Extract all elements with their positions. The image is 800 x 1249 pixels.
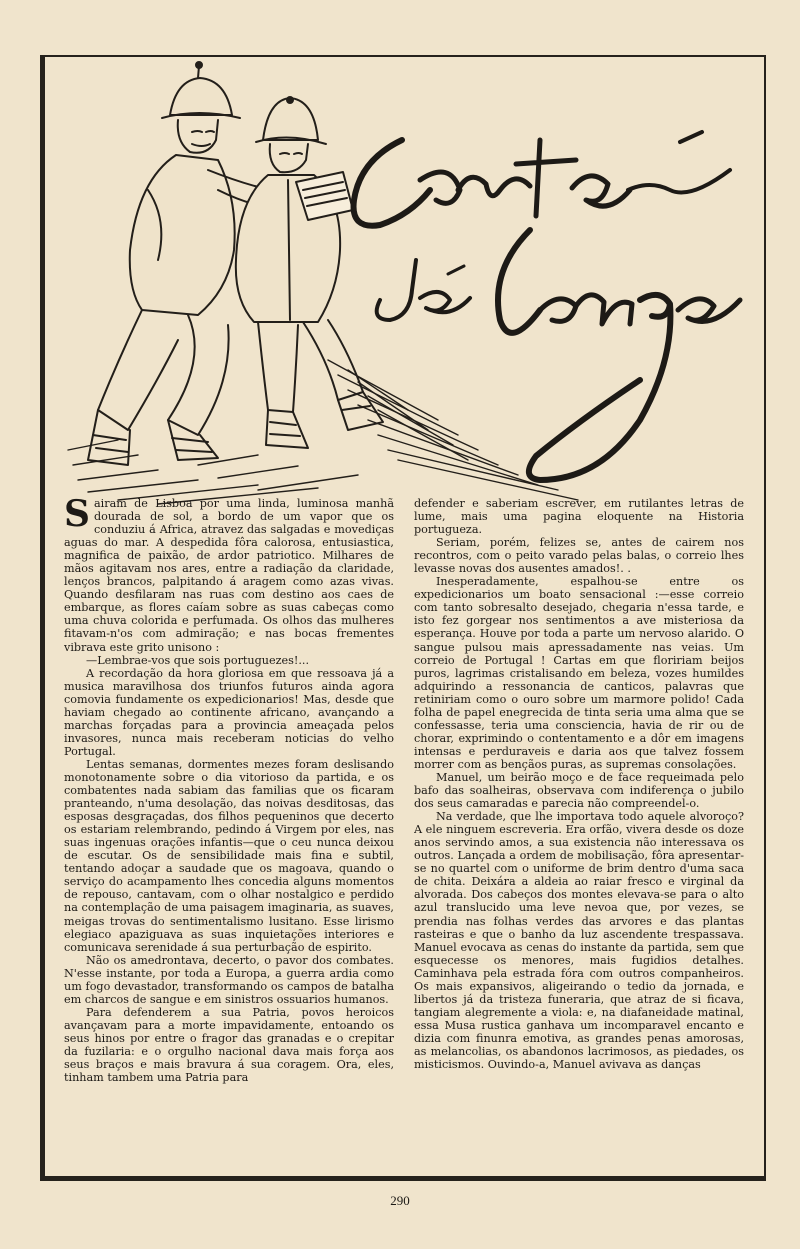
left-column <box>64 497 394 1175</box>
paragraph: A recordação da hora gloriosa em que ressoava já a musica maravilhosa dos triunfos futuros ainda agora comovia fundamente os expedicionarios! Mas, desde que haviam chegado ao continente africano, avançando a marchas forçadas para a provincia ameaçada pelos invasores, nunca mais receberam noticias do velho Portugal. <box>64 666 394 758</box>
title-calligraphy <box>340 120 750 490</box>
paragraph: —Lembrae-vos que sois portuguezes!... <box>86 653 310 667</box>
paragraph: Manuel, um beirão moço e de face requeimada pelo bafo das soalheiras, observava com indiferença o jubilo dos seus camaradas e parecia não compreendel-o. <box>414 770 744 811</box>
paragraph: defender e saberiam escrever, em rutilantes letras de lume, mais uma pagina eloquente na Historia portugueza. <box>414 497 744 537</box>
paragraph: Lentas semanas, dormentes mezes foram deslisando monotonamente sobre o dia vitorioso da partida, e os combatentes nada sabiam das familias que os ficaram pranteando, n'uma desolação, das noivas desditosas, das esposas desgraçadas, dos filhos pequeninos que decerto os estariam relembrando, pedindo á Virgem por eles, nas suas ingenuas orações infantis—que o ceu nunca deixou de escutar. Os de sensibilidade mais fina e subtil, tentando adoçar a saudade que os magoava, quando o serviço do acampamento lhes concedia alguns momentos de repouso, cantavam, com o olhar nostalgico e perdido na contemplação de uma paisagem imaginaria, as suaves, meigas trovas do sentimentalismo lusitano. Esse lirismo elegiaco apaziguava as suas inquietações interiores e comunicava serenidade á sua perturbação de espirito. <box>64 757 394 954</box>
drop-cap: S <box>64 497 90 535</box>
article-body <box>64 497 742 1177</box>
page-number: 290 <box>390 1193 410 1208</box>
right-column <box>414 497 744 1175</box>
paragraph-text: airam de Lisboa por uma linda, luminosa manhã dourada de sol, a bordo de um vapor que os conduziu á Africa, atravez das salgadas e movediças aguas do mar. A despedida fôra calorosa, entusiastica, magnifica de paixão, de ardor patriotico. Milhares de mãos agitavam nos ares, entre a radiação da claridade, lenços brancos, palpitando á aragem como azas vivas. Quando desfilaram nas ruas com destino aos caes de embarque, as flores caíam sobre as suas cabeças como uma chuva colorida e perfumada. Os olhos das mulheres fitavam-n'os com admiração; e nas bocas frementes vibrava este grito unisono : <box>64 497 394 654</box>
paragraph: Na verdade, que lhe importava todo aquele alvoroço? A ele ninguem escreveria. Era orfão, vivera desde os doze anos servindo amos, a sua existencia não interessava os outros. Lançada a ordem de mobilisação, fôra apresentar-se no quartel com o uniforme de brim dentro d'uma saca de chita. Deixára a aldeia ao raiar fresco e virginal da alvorada. Dos cabeços dos montes elevava-se para o alto azul translucido uma leve nevoa que, por vezes, se prendia nas folhas verdes das arvores e das plantas rasteiras e que o banho da luz ascendente trespassava. Manuel evocava as cenas do instante da partida, sem que esquecesse os menores, mais fugidios detalhes. Caminhava pela estrada fóra com outros companheiros. Os mais expansivos, aligeirando o tedio da jornada, e libertos já da tristeza funeraria, que atraz de si ficava, tangiam alegremente a viola: e, na diafaneidade matinal, essa Musa rustica ganhava um incomparavel encanto e dizia com finunra emotiva, as grandes penas amorosas, as melancolias, os abandonos lacrimosos, as piedades, os misticismos. Ouvindo-a, Manuel avivava as danças <box>414 810 744 1072</box>
paragraph: Para defenderem a sua Patria, povos heroicos avançavam para a morte impavidamente, entoando os seus hinos por entre o fragor das granadas e o crepitar da fuzilaria: e o orgulho nacional dava mais força aos seus braços e mais bravura á sua coragem. Ora, eles, tinham tambem uma Patria para <box>64 1005 394 1085</box>
paragraph: Inesperadamente, espalhou-se entre os expedicionarios um boato sensacional :—esse correio com tanto sobresalto desejado, chegaria n'essa tarde, e isto fez gorgear nos sentimentos a ave misteriosa da esperança. Houve por toda a parte um nervoso alarido. O sangue pulsou mais apressadamente nas veias. Um correio de Portugal ! Cartas em que floririam beijos puros, lagrimas cristalisando em beleza, vozes humildes adquirindo a ressonancia de canticos, palavras que retiniriam como o ouro sobre um marmore polido! Cada folha de papel enegrecida de tinta seria uma alma que se confessasse, teria uma consciencia, havia de rir ou de chorar, exprimindo o contentamento e a dôr em imagens intensas e perduraveis e daria aos que talvez fossem morrer com as bençãos puras, as supremas consolações. <box>414 575 744 771</box>
paragraph: Não os amedrontava, decerto, o pavor dos combates. N'esse instante, por toda a Europa, a guerra ardia como um fogo devastador, transformando os campos de batalha em charcos de sangue e em sinistros ossuarios humanos. <box>64 953 394 1006</box>
paragraph: Seriam, porém, felizes se, antes de cairem nos recontros, com o peito varado pelas balas, o correio lhes levasse novas dos ausentes amados!. . <box>414 536 744 576</box>
paragraph <box>64 497 394 654</box>
